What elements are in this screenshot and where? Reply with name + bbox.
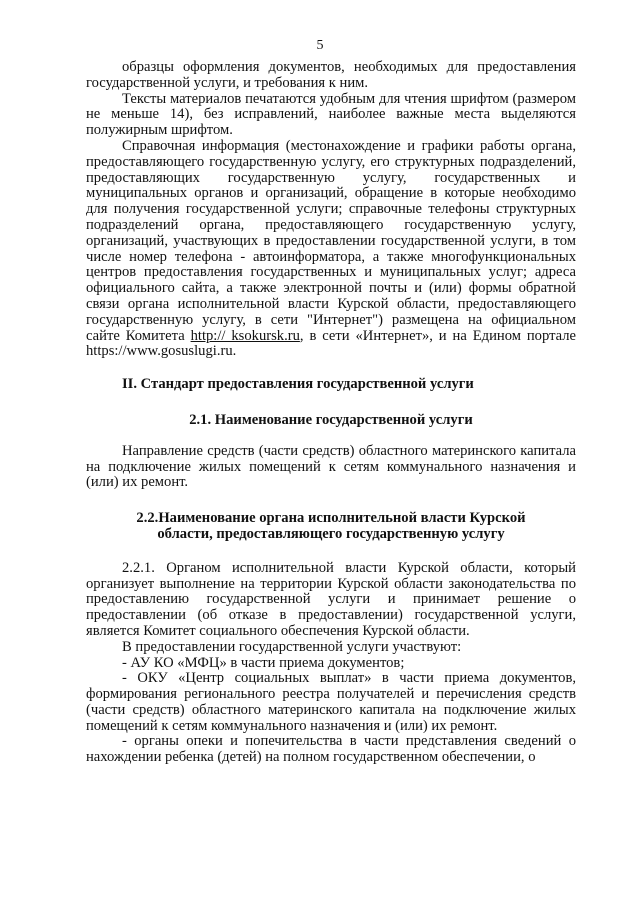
subsection-heading-2-2 xyxy=(86,511,576,543)
paragraph-font-requirements: Тексты материалов печатаются удобным для чтения шрифтом (размером не меньше 14), без исправлений, наиболее важные места выделяются полужирным шрифтом. xyxy=(86,90,576,139)
document-body xyxy=(86,60,576,766)
reference-info-text-end: , в сети «Интернет», и на Едином портале https://www.gosuslugi.ru. xyxy=(86,327,576,360)
list-item-mfc: - АУ КО «МФЦ» в части приема документов; xyxy=(122,654,405,671)
paragraph-samples: образцы оформления документов, необходимых для предоставления государственной услуги, и требования к ним. xyxy=(86,59,576,91)
list-item-guardianship: - органы опеки и попечительства в части представления сведений о нахождении ребенка (детей) на полном государственном обеспечении, о xyxy=(86,733,576,766)
paragraph-2-2-1: 2.2.1. Органом исполнительной власти Курской области, который организует выполнение на территории Курской области законодательства по предоставлению государственной услуги и принимает решение о предоставлении (об отказе в предоставлении) государственной услуги, является Комитет социального обеспечения Курской области. xyxy=(86,559,576,639)
committee-site-link[interactable]: http:// ksokursk.ru xyxy=(190,327,300,344)
section-heading-standard: II. Стандарт предоставления государственной услуги xyxy=(122,376,474,393)
subsection-heading-2-2-line2: области, предоставляющего государственную услугу xyxy=(157,525,505,542)
list-item-social-payments-center: - ОКУ «Центр социальных выплат» в части приема документов, формирования регионального реестра получателей и перечисления средств (части средств) областного материнского капитала на подключение жилых помещений к сетям коммунального назначения и (или) их ремонт. xyxy=(86,670,576,734)
reference-info-text: Справочная информация (местонахождение и графики работы органа, предоставляющего государственную услугу, его структурных подразделений, предоставляющих государственную услугу, государственных и муниципальных органов и организаций, обращение в которые необходимо для получения государственной услуги; справочные телефоны структурных подразделений органа, предоставляющего государственную услугу, организаций, участвующих в предоставлении государственной услуги, в том числе номер телефона - автоинформатора, а также многофункциональных центров предоставления государственных и муниципальных услуг; адреса официального сайта, а также электронной почты и (или) формы обратной связи органа исполнительной власти Курской области, предоставляющего государственную услугу, в сети "Интернет") размещена на официальном сайте Комитета xyxy=(86,137,576,344)
subsection-heading-2-1: 2.1. Наименование государственной услуги xyxy=(189,411,473,428)
subsection-heading-2-2-line1: 2.2.Наименование органа исполнительной власти Курской xyxy=(136,510,526,527)
paragraph-service-name: Направление средств (части средств) областного материнского капитала на подключение жилых помещений к сетям коммунального назначения и (или) их ремонт. xyxy=(86,442,576,491)
paragraph-participants: В предоставлении государственной услуги участвуют: xyxy=(122,638,462,655)
page-number: 5 xyxy=(316,38,324,53)
paragraph-reference-info xyxy=(86,139,576,360)
